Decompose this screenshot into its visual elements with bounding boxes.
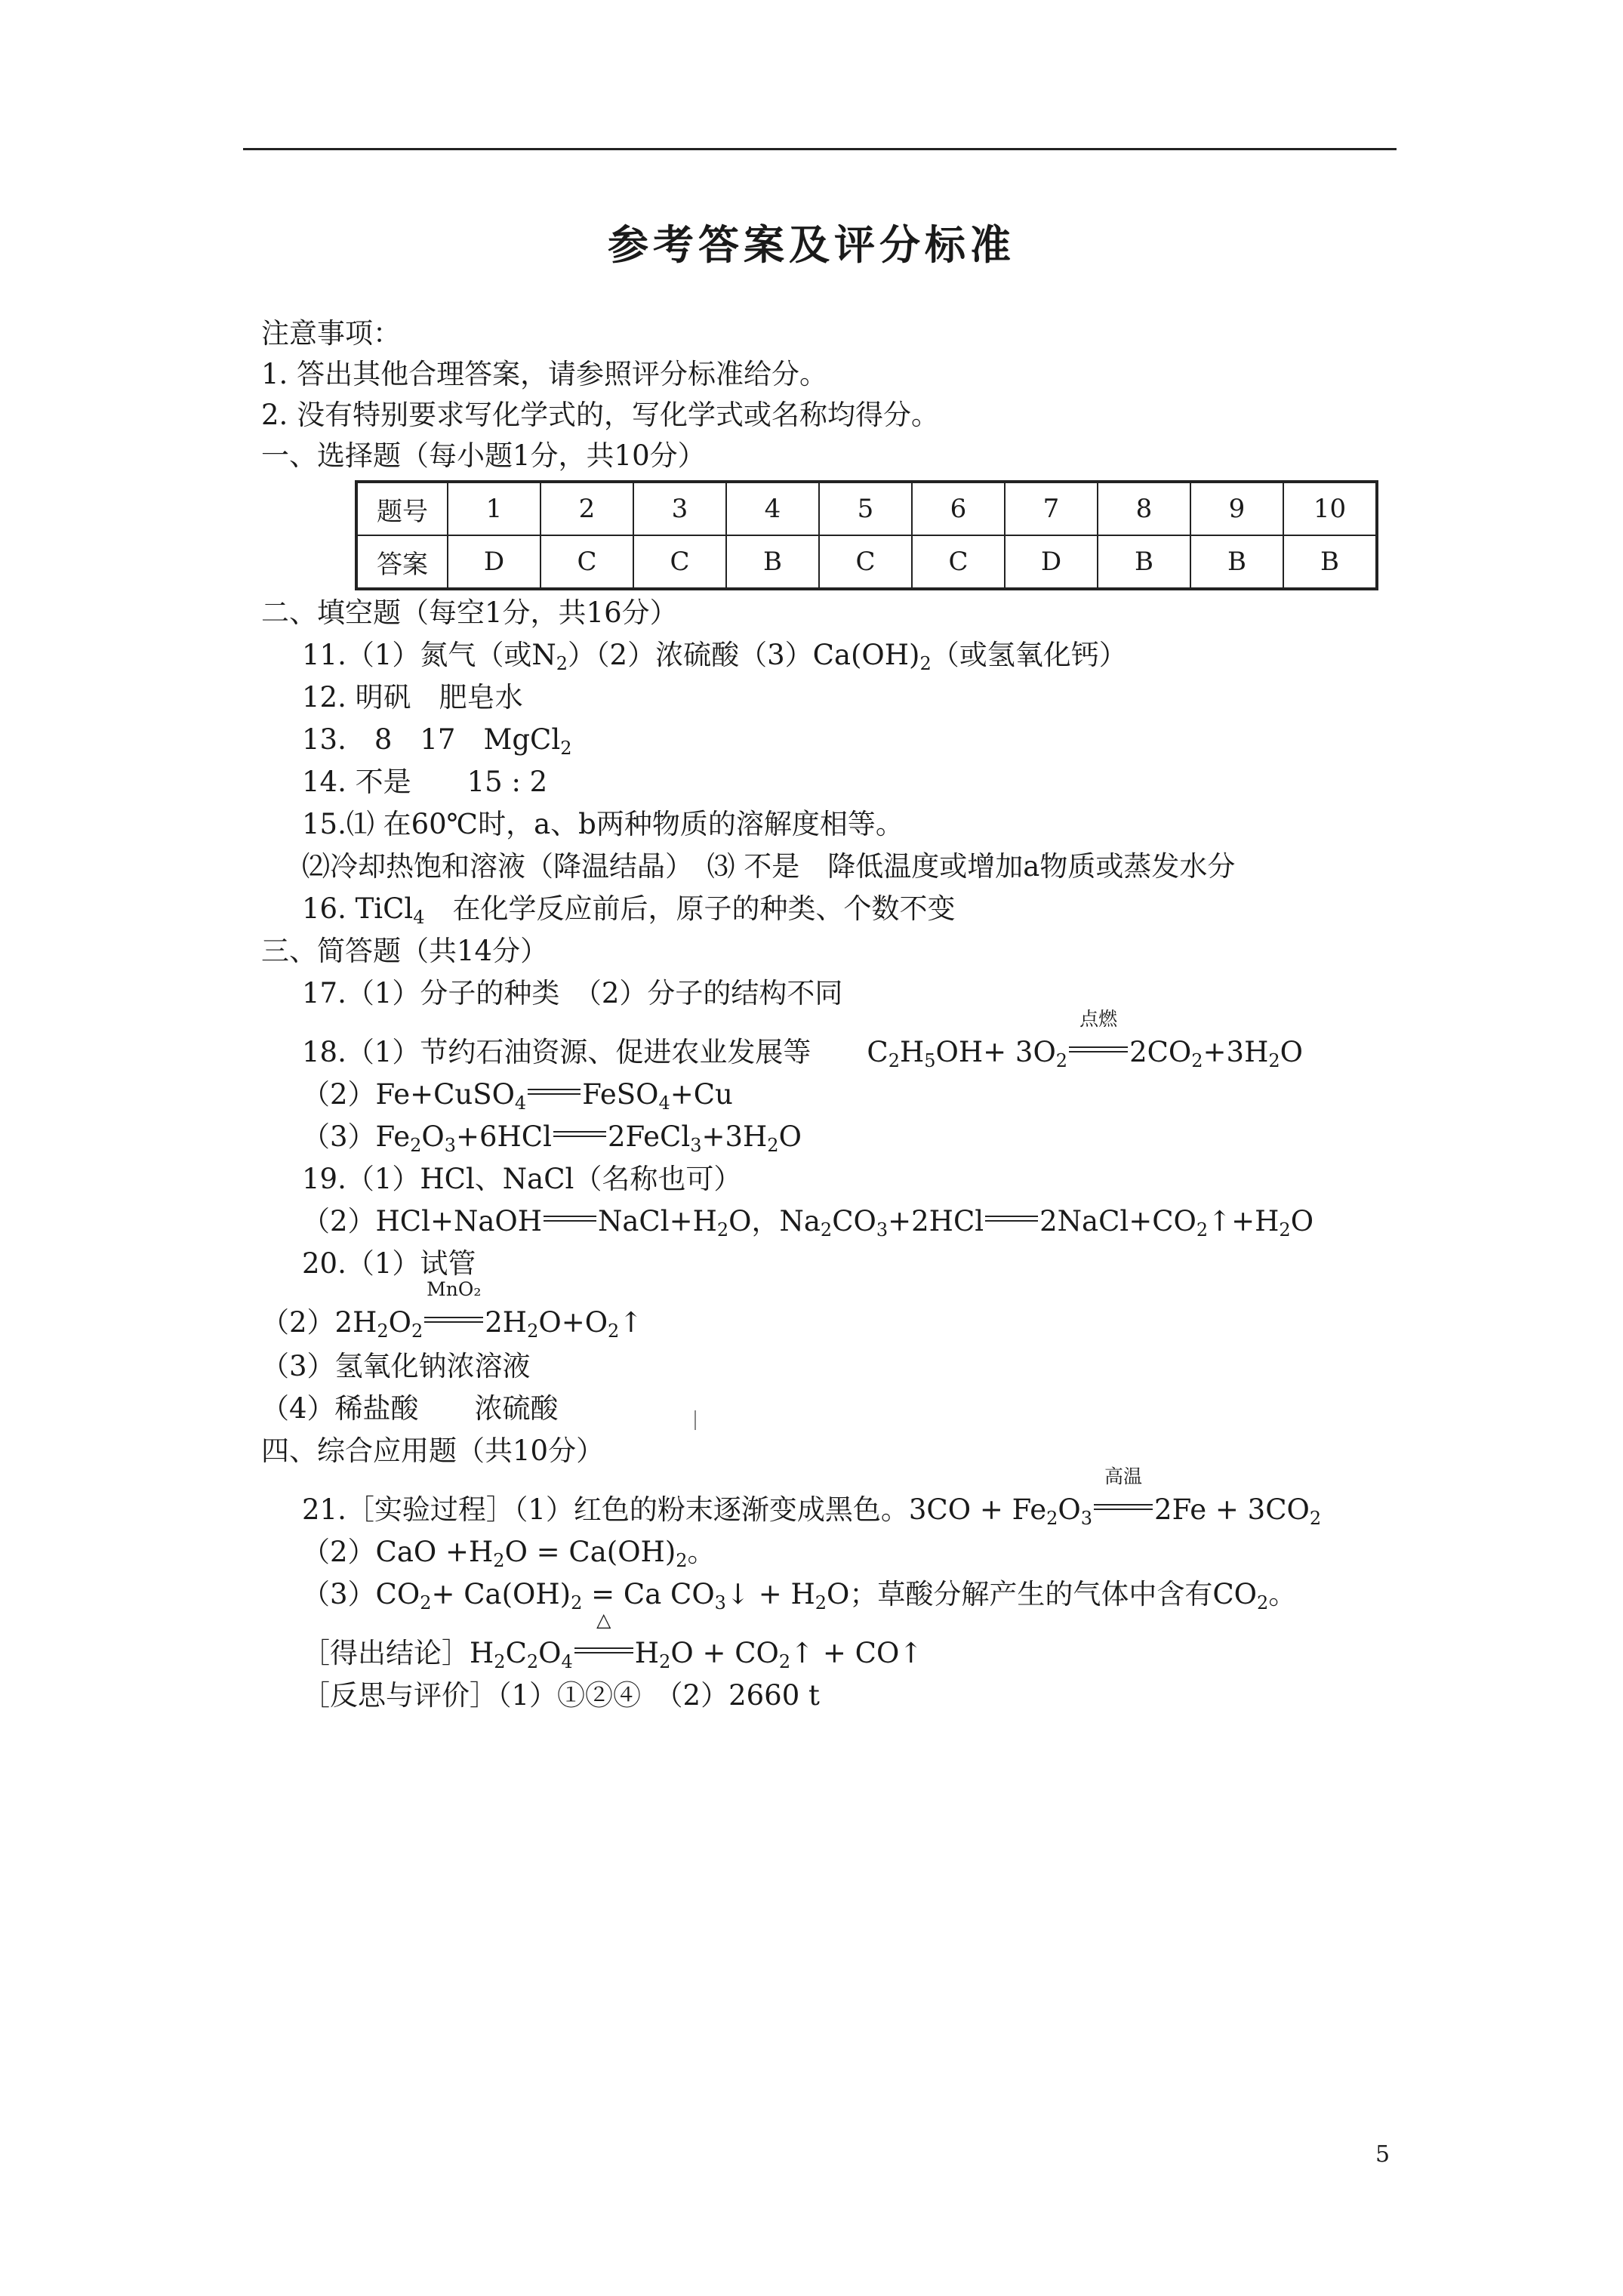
answer-21-3: $(3)CO_2+ Ca(OH)_2 = Ca$ $CO_3↓ + H_2O$；草酸分解产生的气体中含有$CO_2$。 — [302, 1578, 1297, 1613]
reaction-condition: 点燃 — [1069, 1034, 1128, 1071]
notes-heading: 注意事项： — [261, 317, 401, 350]
table-cell: B — [726, 535, 819, 589]
note-2: 2. 没有特别要求写化学式的，写化学式或名称均得分。 — [261, 399, 940, 431]
table-cell: B — [1283, 535, 1377, 589]
answer-13: 13. 8 17 MgCl$_2$ — [302, 723, 572, 759]
note-1: 1. 答出其他合理答案，请参照评分标准给分。 — [261, 358, 828, 390]
answer-12: 12. 明矾 肥皂水 — [302, 681, 523, 713]
answer-21-conclusion: ［得出结论$]H_2C_2O_4$ △ $H_2O$ + $CO_2↑$ + CO↑ — [302, 1609, 923, 1672]
answer-19-1: 19.（1）HCl、NaCl（名称也可） — [302, 1163, 742, 1195]
reaction-condition: △ — [574, 1635, 633, 1672]
page-title: 参考答案及评分标准 — [608, 221, 1015, 269]
table-cell: 6 — [912, 482, 1005, 535]
answer-11: 11.（1）氮气（或$N_2)(2)$浓硫酸$(3)Ca(OH)_2$（或氢氧化钙） — [302, 639, 1127, 674]
table-cell: 9 — [1190, 482, 1283, 535]
table-cell: 3 — [633, 482, 726, 535]
section-1-heading: 一、选择题（每小题1分，共10分） — [261, 439, 706, 472]
table-cell: B — [1098, 535, 1190, 589]
reaction-condition: MnO₂ — [424, 1305, 483, 1341]
answer-17: 17.（1）分子的种类 （2）分子的结构不同 — [302, 977, 843, 1009]
table-cell: 5 — [819, 482, 912, 535]
table-cell: D — [1005, 535, 1098, 589]
table-cell: 1 — [448, 482, 540, 535]
answer-18-2: （2）Fe+CuSO$_4$ FeSO$_4$+Cu — [302, 1078, 733, 1114]
table-cell: 4 — [726, 482, 819, 535]
scan-mark — [694, 1410, 696, 1430]
table-cell: D — [448, 535, 540, 589]
row-header-question: 题号 — [356, 482, 448, 535]
answer-19-2: （2）HCl+NaOH $NaCl+H_2O$，$Na_2CO_3+2HCl$ $2NaCl+CO_2↑+H_2O$ — [302, 1205, 1314, 1240]
answer-20-4: （4）稀盐酸 浓硫酸 — [261, 1392, 559, 1425]
answer-20-3: （3）氢氧化钠浓溶液 — [261, 1350, 531, 1382]
answer-21-2: $(2)CaO +H_2O = Ca(OH)_2$。 — [302, 1536, 716, 1571]
section-3-heading: 三、简答题（共14分） — [261, 935, 549, 967]
answer-15-1: 15.⑴ 在60℃时，a、b两种物质的溶解度相等。 — [302, 808, 904, 840]
reaction-condition: 高温 — [1094, 1492, 1153, 1528]
answer-table — [355, 480, 1378, 590]
table-cell: 2 — [540, 482, 633, 535]
section-2-heading: 二、填空题（每空1分，共16分） — [261, 596, 678, 629]
row-header-answer: 答案 — [356, 535, 448, 589]
section-4-heading: 四、综合应用题（共10分） — [261, 1435, 605, 1467]
table-cell: B — [1190, 535, 1283, 589]
answer-20-2: $(2)2H_2O_2$ MnO₂ $2H_2O+O_2↑$ — [261, 1278, 643, 1342]
table-cell: C — [912, 535, 1005, 589]
answer-16: 16. TiCl$_4$ 在化学反应前后，原子的种类、个数不变 — [302, 892, 956, 928]
table-cell: 7 — [1005, 482, 1098, 535]
table-cell: 8 — [1098, 482, 1190, 535]
table-row — [356, 535, 1377, 589]
table-cell: C — [819, 535, 912, 589]
answer-18-1: 18.（1）节约石油资源、促进农业发展等 $C_2H_5OH+ 3O_2$ 点燃 $2CO_2+3H_2O$ — [302, 1008, 1303, 1071]
answer-14: 14. 不是 15 : 2 — [302, 766, 548, 798]
answer-20-1: 20.（1）试管 — [302, 1247, 476, 1280]
answer-18-3: $(3)Fe_2O_3+6HCl$ $2FeCl_3+3H_2O$ — [302, 1120, 802, 1156]
table-cell: C — [540, 535, 633, 589]
top-rule — [243, 148, 1397, 150]
page-number: 5 — [1375, 2141, 1390, 2168]
table-row — [356, 482, 1377, 535]
answer-21-reflection: ［反思与评价］（1）①②④ （2）2660 t — [302, 1679, 820, 1712]
answer-15-2: ⑵冷却热饱和溶液（降温结晶） ⑶ 不是 降低温度或增加a物质或蒸发水分 — [302, 850, 1236, 883]
answer-21-1: 21.［实验过程］（1）红色的粉末逐渐变成黑色。$3CO + Fe_2O_3$ 高温 $2Fe + 3CO_2$ — [302, 1465, 1322, 1529]
table-cell: 10 — [1283, 482, 1377, 535]
table-cell: C — [633, 535, 726, 589]
